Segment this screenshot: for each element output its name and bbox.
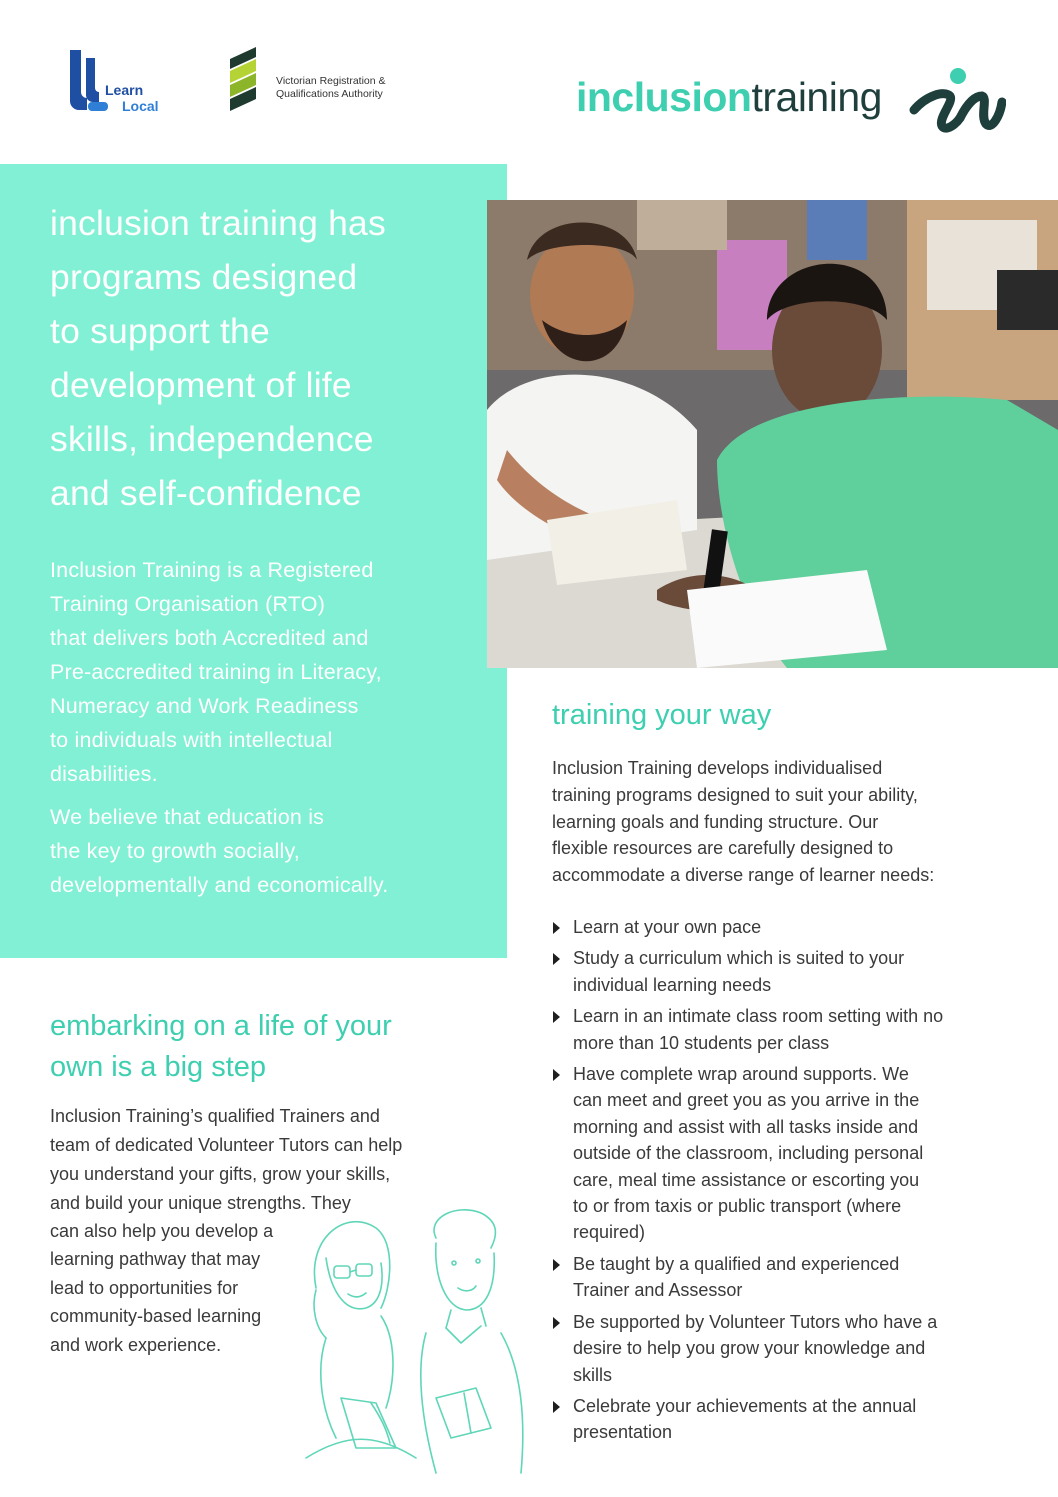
intro-line: Pre-accredited training in Literacy, <box>50 660 382 684</box>
vrqa-line1: Victorian Registration & <box>276 75 386 87</box>
list-item-line: Trainer and Assessor <box>573 1280 743 1301</box>
inclusion-training-wordmark <box>576 72 882 122</box>
list-item <box>552 914 1012 940</box>
embark-line: Inclusion Training’s qualified Trainers and <box>50 1106 380 1126</box>
embark-line: team of dedicated Volunteer Tutors can help <box>50 1135 403 1155</box>
belief-paragraph <box>50 800 490 902</box>
vrqa-mark-icon <box>226 45 268 111</box>
bullet-triangle-icon <box>553 1069 560 1081</box>
list-item-line: Learn in an intimate class room setting with no <box>573 1006 944 1027</box>
intro-line: Inclusion Training is a Registered <box>50 558 374 582</box>
list-item-line: presentation <box>573 1422 673 1443</box>
bullet-triangle-icon <box>553 1259 560 1271</box>
benefits-list <box>552 914 1012 1451</box>
bullet-triangle-icon <box>553 953 560 965</box>
embark-heading-line: own is a big step <box>50 1051 267 1083</box>
list-item-line: individual learning needs <box>573 974 772 995</box>
learn-local-logo <box>66 48 186 118</box>
embark-line: community-based learning <box>50 1306 262 1326</box>
list-item <box>552 945 1012 998</box>
vrqa-line2: Qualifications Authority <box>276 88 383 100</box>
wordmark-inclusion: inclusion <box>576 74 752 120</box>
embark-line: and build your unique strengths. They <box>50 1193 351 1213</box>
learn-local-mark-icon <box>66 48 116 114</box>
bullet-triangle-icon <box>553 1317 560 1329</box>
list-item <box>552 1003 1012 1056</box>
hero-heading-line: inclusion training has <box>50 203 386 243</box>
belief-line: the key to growth socially, <box>50 839 300 863</box>
list-item <box>552 1061 1012 1246</box>
list-item-line: Learn at your own pace <box>573 917 762 937</box>
classroom-photo <box>487 200 1058 668</box>
embark-heading-line: embarking on a life of your <box>50 1010 392 1042</box>
list-item <box>552 1251 1012 1304</box>
training-line: flexible resources are carefully designed to <box>552 838 894 859</box>
list-item-line: can meet and greet you as you arrive in the <box>573 1090 920 1111</box>
intro-line: to individuals with intellectual <box>50 728 333 752</box>
list-item-line: outside of the classroom, including personal <box>573 1143 924 1164</box>
wordmark-training: training <box>751 74 882 120</box>
list-item <box>552 1309 1012 1388</box>
inclusion-training-mark-icon <box>906 66 1006 134</box>
classroom-photo-image <box>487 200 1058 668</box>
list-item-line: Have complete wrap around supports. We <box>573 1064 909 1085</box>
embark-line: learning pathway that may <box>50 1249 261 1269</box>
list-item <box>552 1393 1012 1446</box>
bullet-triangle-icon <box>553 1401 560 1413</box>
vrqa-logo <box>226 45 426 115</box>
learn-local-line2: Local <box>122 98 159 114</box>
hero-heading-line: skills, independence <box>50 419 374 459</box>
embark-line: can also help you develop a <box>50 1221 274 1241</box>
list-item-line: Celebrate your achievements at the annual <box>573 1395 917 1416</box>
intro-line: that delivers both Accredited and <box>50 626 369 650</box>
embark-line: and work experience. <box>50 1335 222 1355</box>
list-item-line: Study a curriculum which is suited to your <box>573 948 905 969</box>
list-item-line: more than 10 students per class <box>573 1032 830 1053</box>
training-heading: training your way <box>552 699 772 731</box>
hero-heading-line: and self-confidence <box>50 473 362 513</box>
belief-line: We believe that education is <box>50 805 325 829</box>
list-item-line: to or from taxis or public transport (where <box>573 1196 902 1217</box>
list-item-line: morning and assist with all tasks inside and <box>573 1116 919 1137</box>
vrqa-text <box>276 75 436 101</box>
hero-heading <box>50 196 490 520</box>
hero-heading-line: programs designed <box>50 257 358 297</box>
hero-heading-line: to support the <box>50 311 270 351</box>
embark-line: you understand your gifts, grow your skills, <box>50 1164 391 1184</box>
bullet-triangle-icon <box>553 922 560 934</box>
training-line: Inclusion Training develops individualised <box>552 758 883 778</box>
list-item-line: skills <box>573 1364 612 1385</box>
intro-line: Training Organisation (RTO) <box>50 592 326 616</box>
intro-line: disabilities. <box>50 762 158 786</box>
list-item-line: care, meal time assistance or escorting you <box>573 1169 920 1190</box>
list-item-line: required) <box>573 1222 646 1243</box>
students-illustration <box>286 1198 536 1483</box>
training-paragraph <box>552 755 992 889</box>
learn-local-line1: Learn <box>105 82 144 98</box>
list-item-line: desire to help you grow your knowledge and <box>573 1338 926 1359</box>
training-line: accommodate a diverse range of learner needs: <box>552 865 935 886</box>
list-item-line: Be taught by a qualified and experienced <box>573 1253 900 1274</box>
training-line: learning goals and funding structure. Our <box>552 811 879 832</box>
embark-heading <box>50 1006 480 1088</box>
embark-line: lead to opportunities for <box>50 1278 239 1298</box>
training-line: training programs designed to suit your ability, <box>552 784 918 805</box>
hero-heading-line: development of life <box>50 365 352 405</box>
intro-paragraph <box>50 553 480 791</box>
intro-line: Numeracy and Work Readiness <box>50 694 359 718</box>
list-item-line: Be supported by Volunteer Tutors who have a <box>573 1311 938 1332</box>
belief-line: developmentally and economically. <box>50 873 389 897</box>
bullet-triangle-icon <box>553 1011 560 1023</box>
inclusion-training-logo <box>576 66 1006 136</box>
